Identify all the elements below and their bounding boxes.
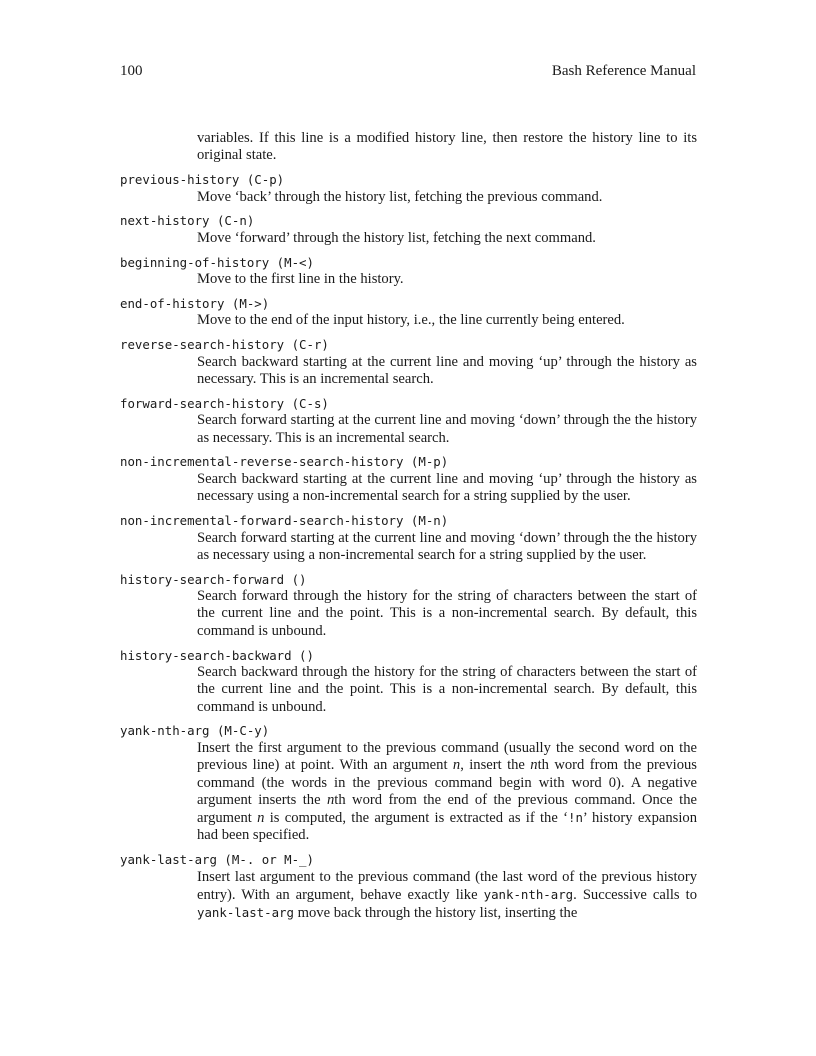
command-description: Search forward through the history for the string of characters between the start of the current line and the point. This is a non-incremental search. By default, this command is unbound. xyxy=(197,588,697,639)
inline-code: yank-last-arg xyxy=(197,905,294,921)
command-entry xyxy=(120,395,697,447)
text-run: . Successive calls to xyxy=(573,887,697,904)
text-run: th word from the end of the previous command. Once the argument xyxy=(197,791,697,827)
command-entry xyxy=(120,295,697,330)
command-name: forward-search-history (C-s) xyxy=(120,395,329,411)
text-run: ’ history expansion had been specified. xyxy=(197,810,698,844)
command-entry xyxy=(120,254,697,289)
command-entry xyxy=(120,851,697,922)
command-name: non-incremental-reverse-search-history (M-p) xyxy=(120,454,449,470)
history-expansion-code: !n xyxy=(568,810,583,826)
command-entry xyxy=(120,512,697,564)
command-entry xyxy=(120,722,697,844)
text-run: , insert the xyxy=(460,757,531,774)
command-description: Search forward starting at the current line and moving ‘down’ through the the history as necessary. This is an incremental search. xyxy=(197,412,697,446)
command-name: non-incremental-forward-search-history (M-n) xyxy=(120,513,449,529)
text-run: is computed, the argument is extracted as if the ‘ xyxy=(264,810,568,827)
command-description: Search forward starting at the current line and moving ‘down’ through the the history as necessary using a non-incremental search for a string supplied by the user. xyxy=(197,529,697,563)
command-name: end-of-history (M->) xyxy=(120,295,270,311)
command-description: Search backward through the history for the string of characters between the start of the current line and the point. This is a non-incremental search. By default, this command is unbound. xyxy=(197,664,697,715)
text-run: th word from the previous command (the words in the previous command begin with word 0). A negative argument inserts the xyxy=(197,757,697,808)
continuation-paragraph: variables. If this line is a modified history line, then restore the history line to its original state. xyxy=(197,130,697,164)
command-name: history-search-backward () xyxy=(120,647,314,663)
command-description: Move to the end of the input history, i.e., the line currently being entered. xyxy=(197,312,625,329)
command-description: Search backward starting at the current line and moving ‘up’ through the history as necessary. This is an incremental search. xyxy=(197,353,697,388)
variable-n: n xyxy=(530,757,538,774)
command-name: previous-history (C-p) xyxy=(120,172,285,188)
variable-n: n xyxy=(257,810,265,827)
command-entry xyxy=(120,336,697,388)
command-description xyxy=(197,740,697,845)
command-description: Search backward starting at the current line and moving ‘up’ through the history as necessary using a non-incremental search for a string supplied by the user. xyxy=(197,470,697,505)
command-name: yank-nth-arg (M-C-y) xyxy=(120,723,270,739)
command-description: Move to the first line in the history. xyxy=(197,271,404,288)
command-entry xyxy=(120,647,697,716)
command-name: yank-last-arg (M-. or M-_) xyxy=(120,852,314,868)
variable-n: n xyxy=(327,791,335,808)
variable-n: n xyxy=(452,757,461,774)
text-run: Insert the first argument to the previous command (usually the second word on the previous line) at point. With an argument xyxy=(197,739,697,774)
command-description xyxy=(197,869,697,923)
command-entry xyxy=(120,571,697,640)
command-description: Move ‘forward’ through the history list, fetching the next command. xyxy=(197,229,596,246)
command-description: Move ‘back’ through the history list, fetching the previous command. xyxy=(197,188,603,205)
page-header xyxy=(120,63,696,80)
running-title: Bash Reference Manual xyxy=(551,63,696,79)
command-name: reverse-search-history (C-r) xyxy=(120,337,329,353)
command-name: beginning-of-history (M-<) xyxy=(120,254,314,270)
command-entry xyxy=(120,212,697,247)
command-name: history-search-forward () xyxy=(120,571,307,587)
text-run: move back through the history list, inserting the xyxy=(293,905,578,922)
command-entry xyxy=(120,453,697,505)
page-body xyxy=(120,130,697,929)
command-name: next-history (C-n) xyxy=(120,213,255,229)
inline-code: yank-nth-arg xyxy=(483,887,574,903)
page-number: 100 xyxy=(120,63,143,79)
command-entry xyxy=(120,171,697,206)
text-run: Insert last argument to the previous command (the last word of the previous history entry). With an argument, behave exactly like xyxy=(197,868,697,904)
